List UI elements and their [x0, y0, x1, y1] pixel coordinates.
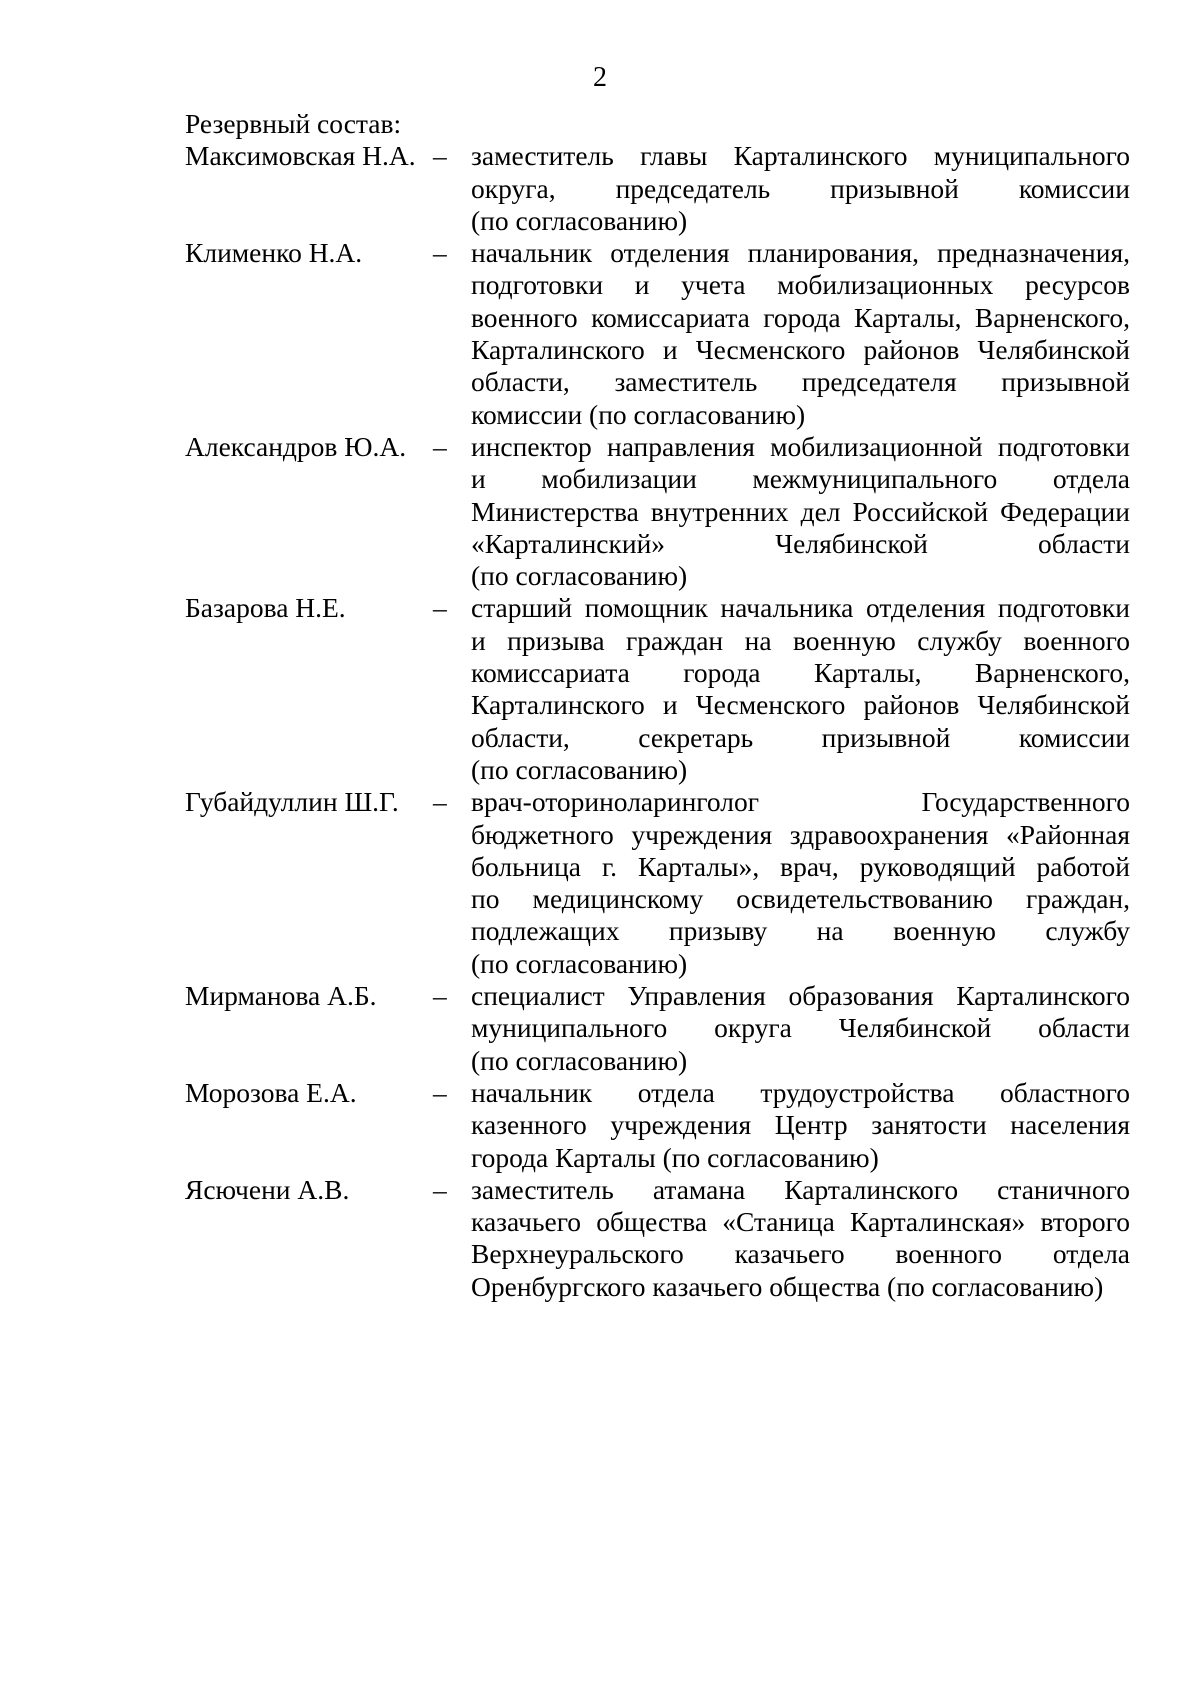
position-line: Карталинского и Чесменского районов Челябинской: [471, 689, 1130, 721]
position-line: казенного учреждения Центр занятости населения: [471, 1109, 1130, 1141]
position-line: «Карталинский» Челябинской области: [471, 527, 1130, 559]
members-list: [185, 140, 1130, 1303]
position-line: комиссариата города Карталы, Варненского,: [471, 657, 1130, 689]
position-line: города Карталы (по согласованию): [471, 1141, 879, 1173]
position-line: (по согласованию): [471, 1044, 688, 1076]
section-heading: Резервный состав:: [185, 108, 402, 139]
member-row: [185, 1077, 1130, 1174]
member-position: [471, 786, 1130, 980]
position-line: подготовки и учета мобилизационных ресурсов: [471, 269, 1130, 301]
position-line: инспектор направления мобилизационной подготовки: [471, 430, 1130, 462]
position-line: (по согласованию): [471, 753, 688, 785]
position-line: специалист Управления образования Карталинского: [471, 980, 1130, 1012]
position-line: области, секретарь призывной комиссии: [471, 721, 1130, 753]
position-line: муниципального округа Челябинской области: [471, 1012, 1130, 1044]
member-row: [185, 980, 1130, 1077]
document-body: [185, 108, 1130, 1303]
position-line: казачьего общества «Станица Карталинская» второго: [471, 1206, 1130, 1238]
position-line: Карталинского и Чесменского районов Челябинской: [471, 334, 1130, 366]
member-name: Ясючени А.В.: [185, 1173, 350, 1205]
member-name: Базарова Н.Е.: [185, 592, 346, 624]
dash-separator: –: [433, 592, 447, 624]
dash-separator: –: [433, 140, 447, 172]
member-name: Мирманова А.Б.: [185, 980, 377, 1012]
dash-separator: –: [433, 980, 447, 1012]
member-position: [471, 980, 1130, 1077]
member-row: [185, 431, 1130, 592]
position-line: (по согласованию): [471, 560, 688, 592]
member-row: [185, 1174, 1130, 1303]
position-line: области, заместитель председателя призывной: [471, 366, 1130, 398]
member-name: Губайдуллин Ш.Г.: [185, 786, 399, 818]
position-line: (по согласованию): [471, 204, 688, 236]
position-line: больница г. Карталы», врач, руководящий работой: [471, 850, 1130, 882]
member-name: Клименко Н.А.: [185, 237, 363, 269]
position-line: и призыва граждан на военную службу военного: [471, 624, 1130, 656]
position-line: начальник отделения планирования, предназначения,: [471, 237, 1130, 269]
member-row: [185, 592, 1130, 786]
member-name: Александров Ю.А.: [185, 430, 407, 462]
position-line: заместитель атамана Карталинского станичного: [471, 1173, 1130, 1205]
member-row: [185, 786, 1130, 980]
member-position: [471, 1174, 1130, 1303]
position-line: округа, председатель призывной комиссии: [471, 172, 1130, 204]
position-line: врач-оториноларинголог Государственного: [471, 786, 1130, 818]
dash-separator: –: [433, 237, 447, 269]
position-line: по медицинскому освидетельствованию граждан,: [471, 883, 1130, 915]
position-line: бюджетного учреждения здравоохранения «Районная: [471, 818, 1130, 850]
dash-separator: –: [433, 1076, 447, 1108]
position-line: военного комиссариата города Карталы, Варненского,: [471, 301, 1130, 333]
position-line: комиссии (по согласованию): [471, 398, 806, 430]
position-line: Министерства внутренних дел Российской Федерации: [471, 495, 1130, 527]
member-position: [471, 1077, 1130, 1174]
position-line: заместитель главы Карталинского муниципального: [471, 140, 1130, 172]
position-line: и мобилизации межмуниципального отдела: [471, 463, 1130, 495]
member-position: [471, 237, 1130, 431]
page-number: 2: [593, 62, 607, 93]
dash-separator: –: [433, 430, 447, 462]
position-line: Оренбургского казачьего общества (по согласованию): [471, 1270, 1104, 1302]
dash-separator: –: [433, 786, 447, 818]
position-line: старший помощник начальника отделения подготовки: [471, 592, 1130, 624]
position-line: подлежащих призыву на военную службу: [471, 915, 1130, 947]
position-line: (по согласованию): [471, 947, 688, 979]
member-row: [185, 140, 1130, 237]
member-row: [185, 237, 1130, 431]
member-name: Максимовская Н.А.: [185, 140, 416, 172]
position-line: начальник отдела трудоустройства областного: [471, 1076, 1130, 1108]
dash-separator: –: [433, 1173, 447, 1205]
position-line: Верхнеуральского казачьего военного отдела: [471, 1238, 1130, 1270]
member-name: Морозова Е.А.: [185, 1076, 357, 1108]
member-position: [471, 140, 1130, 237]
member-position: [471, 592, 1130, 786]
member-position: [471, 431, 1130, 592]
